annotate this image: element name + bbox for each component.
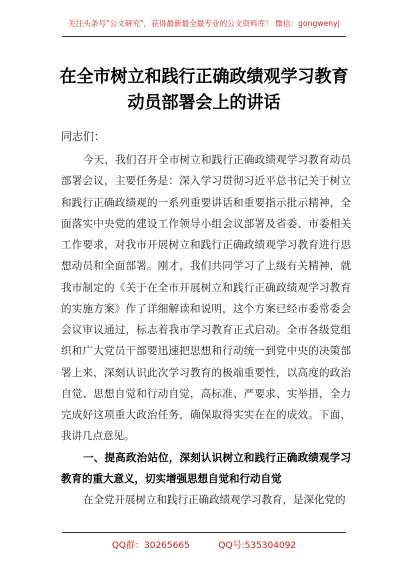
salutation: 同志们： bbox=[61, 130, 105, 143]
section-1-heading: 一、提高政治站位，深刻认识树立和践行正确政绩观学习教育的重大意义，切实增强思想自觉和行动自觉 bbox=[61, 451, 351, 485]
header-promo-note: 关注头条号"公文研究"，获得最新最全最专业的公文资料库！ 微信：gongwenyj bbox=[68, 19, 340, 28]
document-title: 在全市树立和践行正确政绩观学习教育动员部署会上的讲话 bbox=[59, 67, 349, 113]
paragraph-2: 在全党开展树立和践行正确政绩观学习教育，是深化党的 bbox=[83, 494, 346, 506]
paragraph-1: 今天，我们召开全市树立和践行正确政绩观学习教育动员部署会议，主要任务是：深入学习贯彻习近平总书记关于树立和践行正确政绩观的一系列重要讲话和重要指示批示精神，全面落实中央党的建设工作领导小组会议部署及省委、市委相关工作要求，对我市开展树立和践行正确政绩观学习教育进行思想动员和全面部署。刚才，我们共同学习了上级有关精神，就我市制定的《关于在全市开展树立和践行正确政绩观学习教育的实施方案》作了详细解读和说明，这个方案已经市委常委会会议审议通过，标志着我市学习教育正式启动。全市各级党组织和广大党员干部要迅速把思想和行动统一到党中央的决策部署上来，深刻认识此次学习教育的极端重要性，以高度的政治自觉、思想自觉和行动自觉，高标准、严要求、实举措，全力完成好这项重大政治任务，确保取得实实在在的成效。下面，我讲几点意见。 bbox=[61, 154, 351, 443]
footer-contact-note: QQ群：30265665 QQ号:535304092 bbox=[111, 541, 297, 551]
document-body bbox=[61, 150, 351, 511]
footer-divider bbox=[62, 532, 346, 533]
header-divider bbox=[62, 36, 346, 37]
